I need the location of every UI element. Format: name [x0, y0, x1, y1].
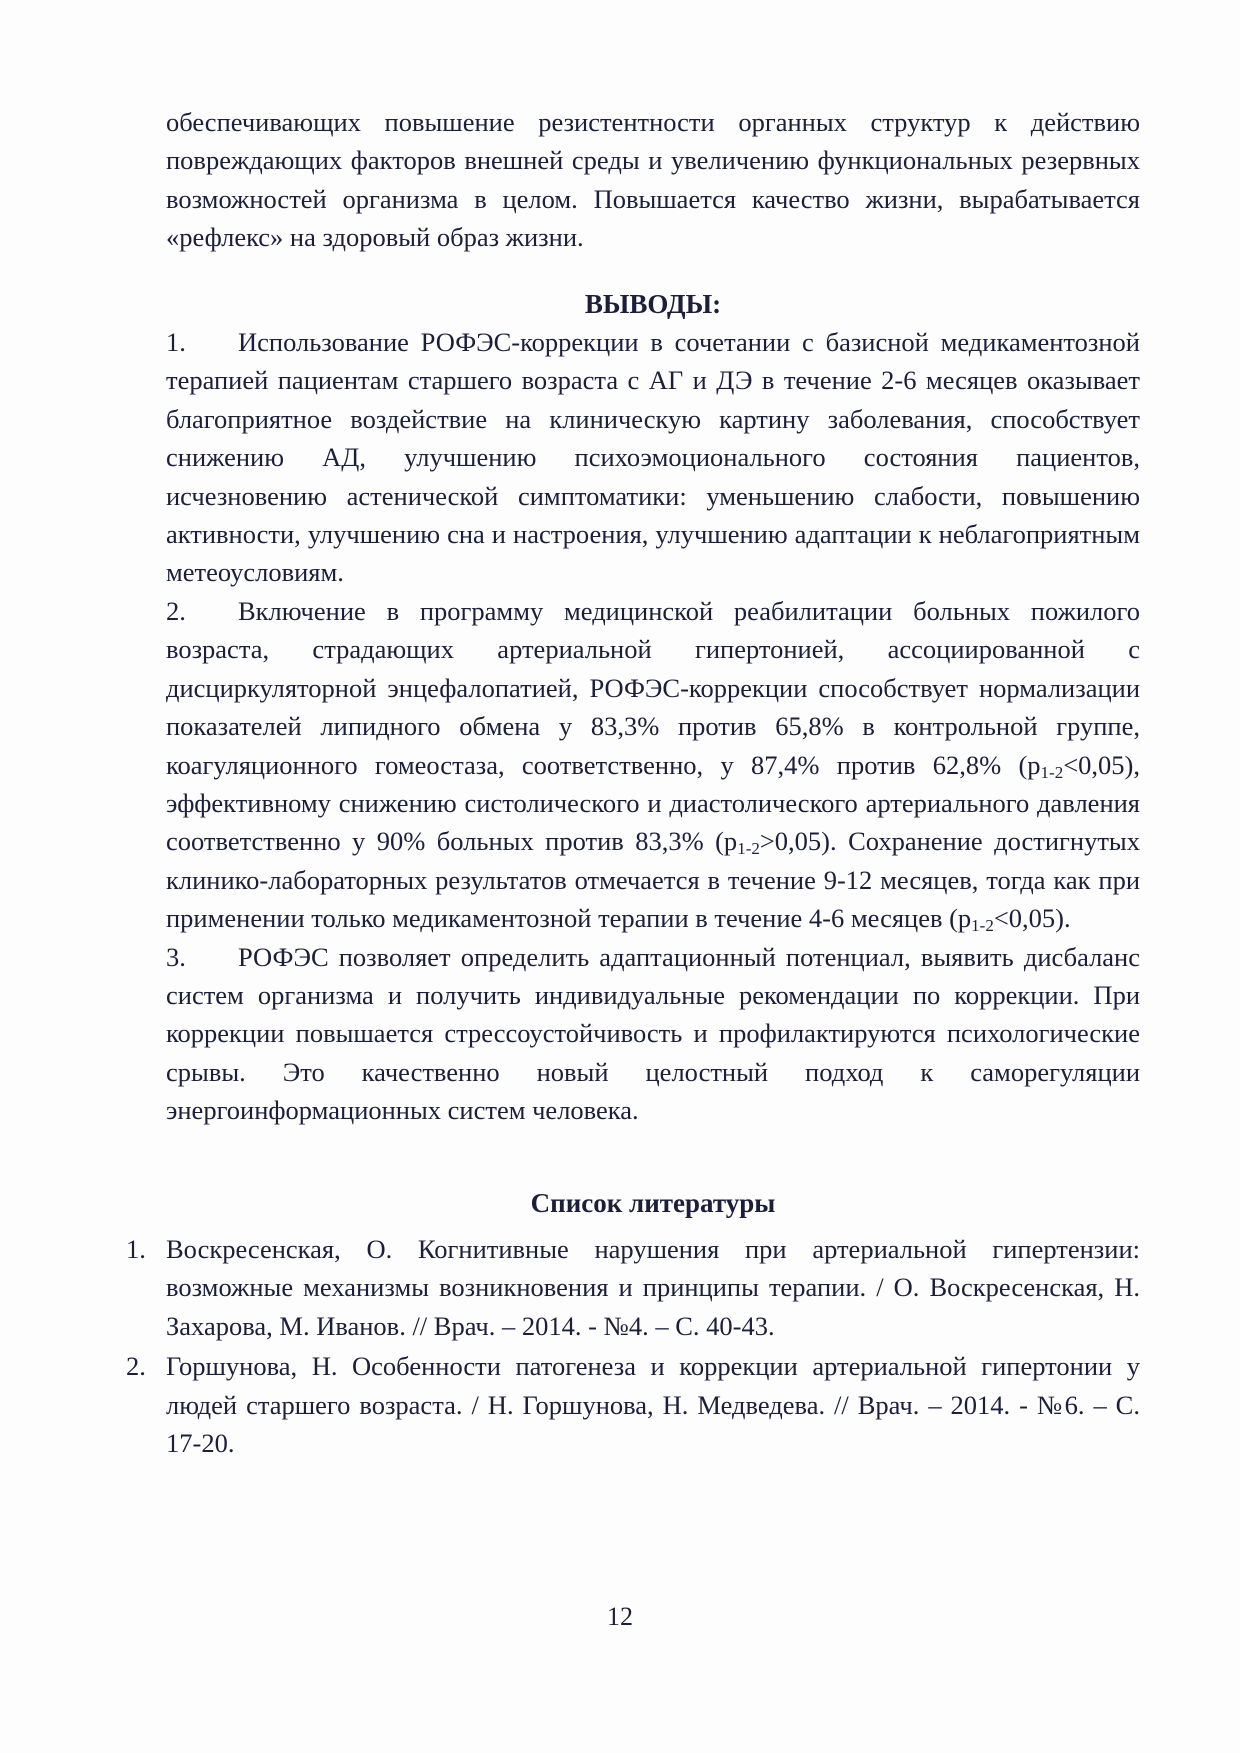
conclusion-text-part: Включение в программу медицинской реабилитации больных пожилого возраста, страдающих артериальной гипертонией, ассоциированной с дисциркуляторной энцефалопатией, РОФЭС-коррекции способствует нормализации показателей липидного обмена у 83,3% против 65,8% в контрольной группе, коагуляционного гомеостаза, соответственно, у 87,4% против 62,8% (p: [166, 595, 1140, 780]
conclusion-item-2: [166, 592, 1140, 938]
conclusion-text-part: <0,05).: [993, 903, 1071, 934]
conclusion-item-3: [166, 938, 1140, 1130]
conclusion-text-part: <0,05), эффективному снижению систолического и диастолического артериального давления соответственно у 90% больных против 83,3% (p: [166, 749, 1140, 857]
intro-paragraph: обеспечивающих повышение резистентности органных структур к действию повреждающих факторов внешней среды и увеличению функциональных резервных возможностей организма в целом. Повышается качество жизни, вырабатывается «рефлекс» на здоровый образ жизни.: [166, 107, 1140, 253]
page-content: [126, 103, 1140, 1464]
reference-text: Воскресенская, О. Когнитивные нарушения при артериальной гипертензии: возможные механизмы возникновения и принципы терапии. / О. Воскресенская, Н. Захарова, М. Иванов. // Врач. – 2014. - №4. – С. 40-43.: [166, 1233, 1140, 1341]
p-value-subscript: 1-2: [1040, 762, 1064, 782]
page-number: 12: [607, 1602, 633, 1631]
reference-item: [126, 1230, 1140, 1345]
conclusion-text: РОФЭС позволяет определить адаптационный потенциал, выявить дисбаланс систем организма и получить индивидуальные рекомендации по коррекции. При коррекции повышается стрессоустойчивость и профилактируются психологические срывы. Это качественно новый целостный подход к саморегуляции энергоинформационных систем человека.: [166, 941, 1140, 1126]
conclusion-number: 3.: [166, 941, 186, 972]
reference-number: 1.: [126, 1233, 146, 1264]
conclusion-text-part: >0,05). Сохранение достигнутых клинико-лабораторных результатов отмечается в течение 9-12 месяцев, тогда как при применении только медикаментозной терапии в течение 4-6 месяцев (p: [166, 826, 1140, 934]
p-value-subscript: 1-2: [737, 839, 760, 859]
conclusion-text: Использование РОФЭС-коррекции в сочетании с базисной медикаментозной терапией пациентам старшего возраста с АГ и ДЭ в течение 2-6 месяцев оказывает благоприятное воздействие на клиническую картину заболевания, способствует снижению АД, улучшению психоэмоционального состояния пациентов, исчезновению астенической симптоматики: уменьшению слабости, повышению активности, улучшению сна и настроения, улучшению адаптации к неблагоприятным метеоусловиям.: [166, 327, 1140, 588]
conclusion-number: 1.: [166, 327, 186, 358]
conclusion-item-1: [166, 323, 1140, 592]
reference-number: 2.: [126, 1351, 146, 1382]
conclusions-heading: ВЫВОДЫ:: [584, 288, 722, 319]
reference-item: [126, 1347, 1140, 1462]
references-heading: Список литературы: [530, 1187, 776, 1218]
reference-list: [126, 1230, 1140, 1462]
conclusion-number: 2.: [166, 595, 186, 626]
p-value-subscript: 1-2: [971, 916, 994, 936]
reference-text: Горшунова, Н. Особенности патогенеза и коррекции артериальной гипертонии у людей старшего возраста. / Н. Горшунова, Н. Медведева. // Врач. – 2014. - №6. – С. 17-20.: [166, 1351, 1140, 1458]
